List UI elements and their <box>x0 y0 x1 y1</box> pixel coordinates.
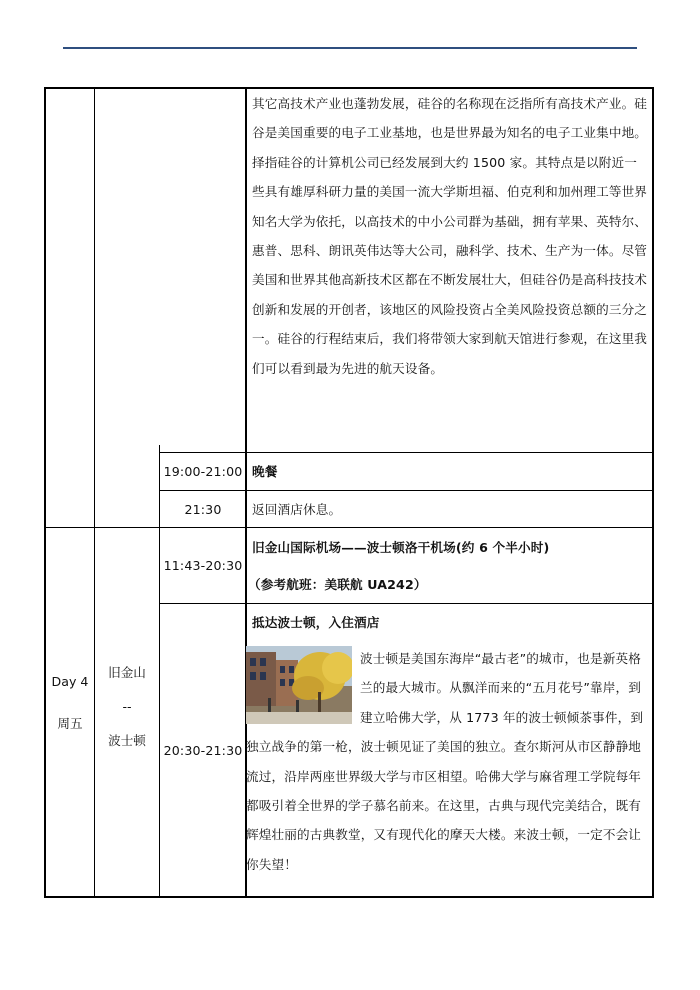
table-border-left <box>44 87 46 898</box>
flight-title: 旧金山国际机场——波士顿洛干机场(约 6 个半小时) <box>252 540 550 555</box>
city-column <box>95 663 159 751</box>
itinerary-table <box>44 87 654 898</box>
city-separator: -- <box>122 699 132 714</box>
flight-time: 11:43-20:30 <box>163 558 243 573</box>
day-column <box>46 672 94 734</box>
city-from: 旧金山 <box>108 665 146 680</box>
arrival-title: 抵达波士顿，入住酒店 <box>252 615 380 630</box>
boston-street-photo <box>246 646 352 724</box>
table-border-right <box>652 87 654 898</box>
day-label: Day 4 <box>51 674 89 689</box>
row-line-4 <box>159 603 652 604</box>
col-line-1 <box>94 87 95 898</box>
boston-description-block <box>246 644 648 879</box>
row-line-3 <box>44 527 654 528</box>
silicon-valley-description: 其它高技术产业也蓬勃发展，硅谷的名称现在泛指所有高技术产业。硅谷是美国重要的电子工业基地，也是世界最为知名的电子工业集中地。择指硅谷的计算机公司已经发展到大约 1500 家。其特点是以附近一些具有雄厚科研力量的美国一流大学斯坦福、伯克利和加州理工等世界知名大学为依托，以高技术的中小公司群为基础，拥有苹果、英特尔、惠普、思科、朗讯英伟达等大公司，融科学、技术、生产为一体。尽管美国和世界其他高新技术区都在不断发展壮大，但硅谷仍是高科技技术创新和发展的开创者，该地区的风险投资占全美风险投资总额的三分之一。硅谷的行程结束后，我们将带领大家到航天馆进行参观，在这里我们可以看到最为先进的航天设备。 <box>252 96 648 376</box>
row-line-1 <box>159 452 652 453</box>
dinner-time: 19:00-21:00 <box>163 464 243 479</box>
flight-reference: （参考航班：美联航 UA242） <box>248 577 427 592</box>
row-line-2 <box>159 490 652 491</box>
arrival-time: 20:30-21:30 <box>163 743 243 758</box>
boston-description: 波士顿是美国东海岸“最古老”的城市，也是新英格兰的最大城市。从飘洋而来的“五月花号”靠岸，到建立哈佛大学，从 1773 年的波士顿倾茶事件，到独立战争的第一枪，波士顿见证了美国的独立。查尔斯河从市区静静地流过，沿岸两座世界级大学与市区相望。哈佛大学与麻省理工学院每年都吸引着全世界的学子慕名前来。在这里，古典与现代完美结合，既有辉煌壮丽的古典教堂，又有现代化的摩天大楼。来波士顿，一定不会让你失望！ <box>246 651 644 872</box>
return-time: 21:30 <box>184 502 222 517</box>
header-rule <box>63 47 637 49</box>
weekday-label: 周五 <box>57 716 83 731</box>
return-hotel-text: 返回酒店休息。 <box>252 502 342 517</box>
boston-street-photo-icon <box>246 646 352 724</box>
city-to: 波士顿 <box>108 733 146 748</box>
dinner-label: 晚餐 <box>252 464 278 479</box>
table-border-bottom <box>44 896 654 898</box>
